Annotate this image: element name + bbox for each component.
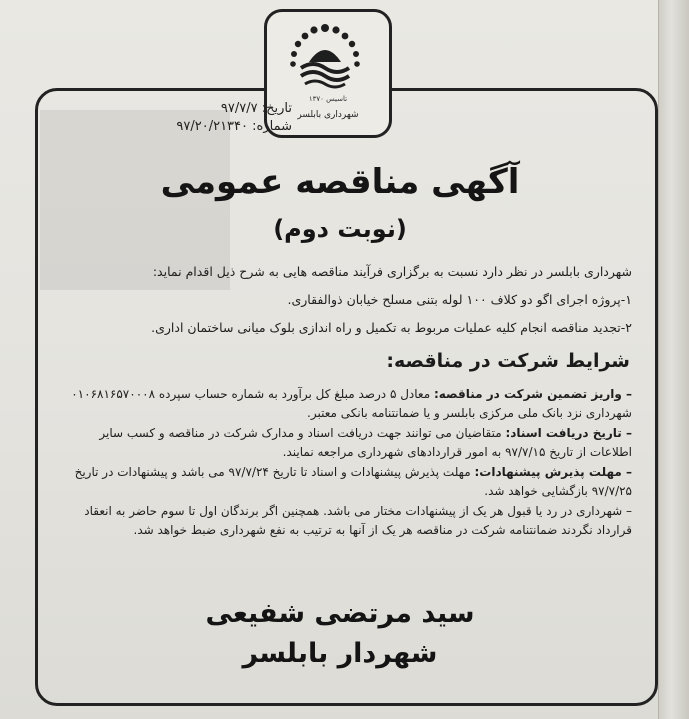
logo-established-text: تاسیس ۱۳۷۰ <box>308 95 348 103</box>
condition-deposit <box>62 385 632 423</box>
logo-name-text: شهرداری بابلسر <box>297 110 359 120</box>
notice-date: تاریخ: ۹۷/۷/۷ <box>220 101 292 116</box>
notice-number: شماره: ۹۷/۲۰/۲۱۳۴۰ <box>176 119 292 134</box>
condition-receive <box>62 424 632 462</box>
tender-item-1: ۱-پروژه اجرای اگو دو کلاف ۱۰۰ لوله بتنی مسلح خیابان ذوالفقاری. <box>287 292 632 307</box>
tender-item-2: ۲-تجدید مناقصه انجام کلیه عملیات مربوط به تکمیل و راه اندازی بلوک میانی ساختمان اداری. <box>151 320 632 335</box>
intro-paragraph: شهرداری بابلسر در نظر دارد نسبت به برگزاری فرآیند مناقصه هایی به شرح ذیل اقدام نماید: <box>152 264 632 279</box>
receive-label: – تاریخ دریافت اسناد: <box>505 426 632 440</box>
conditions-heading: شرایط شرکت در مناقصه: <box>386 350 630 372</box>
condition-note: – شهرداری در رد یا قبول هر یک از پیشنهادات مختار می باشد. همچنین اگر برندگان اول تا سوم حاضر به انعقاد قرارداد نگردند ضمانتنامه شرکت در مناقصه هر یک از آنها به ترتیب به نفع شهرداری ضبط خواهد شد. <box>84 504 632 537</box>
deposit-text: معادل ۵ درصد مبلغ کل برآورد به شماره حساب سپرده ۰۱۰۶۸۱۶۵۷۰۰۰۸ شهرداری نزد بانک ملی مرکزی بابلسر و یا ضمانتنامه بانکی معتبر. <box>71 387 632 420</box>
signatory-name: سید مرتضی شفیعی <box>205 598 475 629</box>
signatory-role: شهردار بابلسر <box>242 638 438 669</box>
page-fold-edge <box>658 0 689 719</box>
receive-text: متقاضیان می توانند جهت دریافت اسناد و مدارک شرکت در مناقصه و کسب سایر اطلاعات از تاریخ ۹۷/۷/۱۵ به امور قراردادهای شهرداری مراجعه نمایند. <box>99 426 632 459</box>
deposit-label: – واریز تضمین شرکت در مناقصه: <box>433 387 632 401</box>
sun-waves-emblem-icon <box>277 18 373 96</box>
condition-deadline <box>62 463 632 501</box>
deadline-label: – مهلت پذیرش پیشنهادات: <box>474 465 632 479</box>
deadline-text: مهلت پذیرش پیشنهادات و اسناد تا تاریخ ۹۷/۷/۲۴ می باشد و پیشنهادات در تاریخ ۹۷/۷/۲۵ بازگشایی خواهد شد. <box>74 465 632 498</box>
conditions-list <box>62 385 632 541</box>
notice-meta <box>92 100 292 136</box>
notice-subtitle: (نوبت دوم) <box>273 215 407 243</box>
notice-title: آگهی مناقصه عمومی <box>160 162 520 202</box>
